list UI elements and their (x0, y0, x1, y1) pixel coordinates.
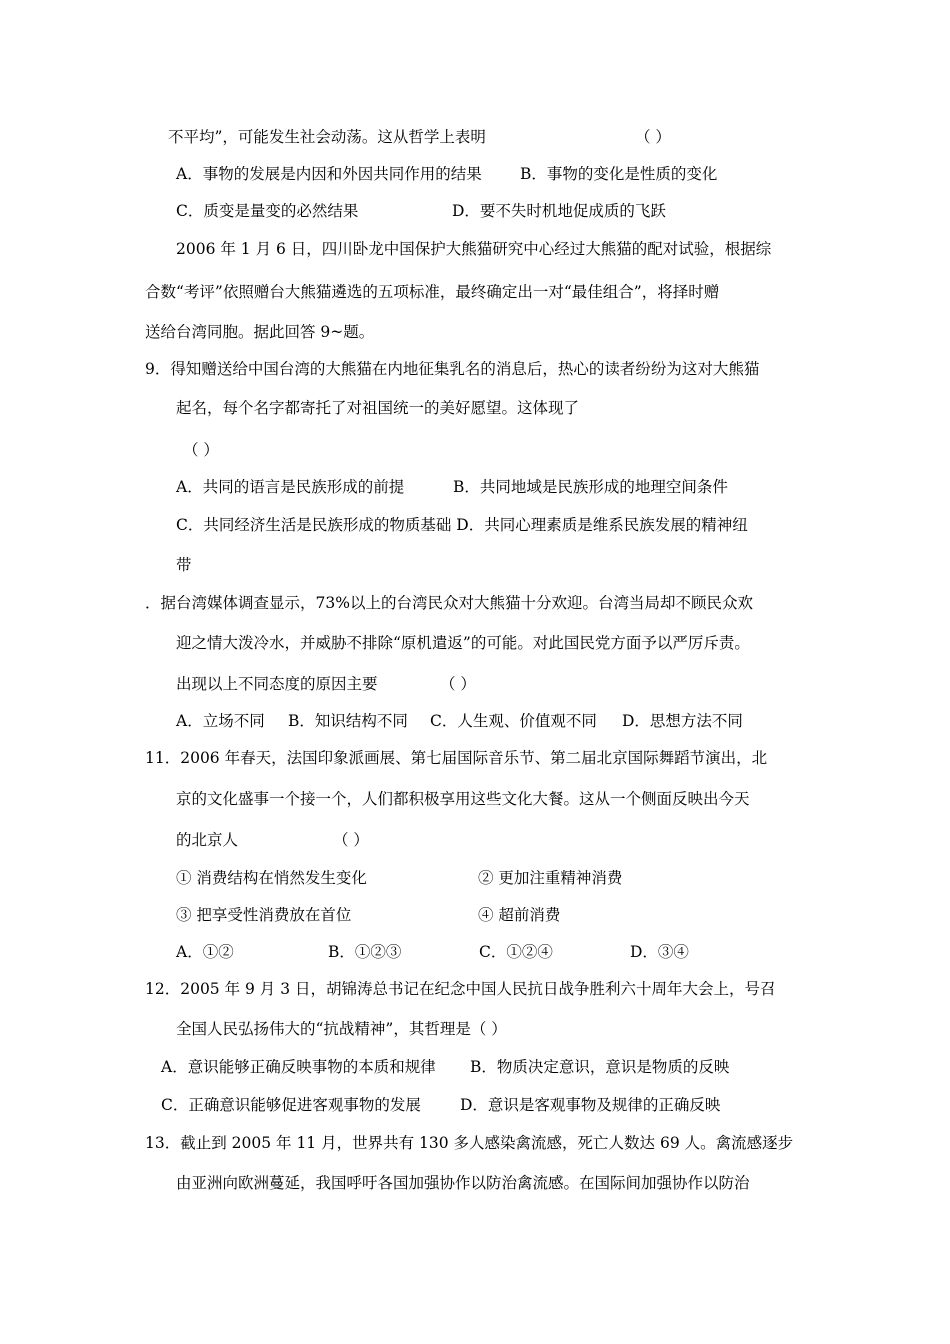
q12-option-c: C．正确意识能够促进客观事物的发展 (161, 1096, 421, 1114)
prev-question-stem (168, 127, 486, 147)
q12-stem-line-2: 全国人民弘扬伟大的“抗战精神”，其哲理是（ ） (176, 1020, 507, 1038)
q10-option-b: B．知识结构不同 (288, 712, 408, 730)
q11-answer-bracket: （ ） (333, 831, 369, 849)
q11-option-b: B．①②③ (328, 943, 402, 961)
q10-stem-line-2: 迎之情大泼冷水，并威胁不排除“原机遣返”的可能。对此国民党方面予以严厉斥责。 (176, 634, 750, 652)
q13-stem-line-1: 13．截止到 2005 年 11 月，世界共有 130 多人感染禽流感，死亡人数达 69 人。禽流感逐步 (145, 1134, 794, 1152)
prev-option-b: B．事物的变化是性质的变化 (520, 165, 718, 183)
q10-option-c: C．人生观、价值观不同 (430, 712, 597, 730)
q12-option-d: D．意识是客观事物及规律的正确反映 (460, 1096, 721, 1114)
q11-option-c: C．①②④ (479, 943, 553, 961)
q11-stem-line-2: 京的文化盛事一个接一个，人们都积极享用这些文化大餐。这从一个侧面反映出今天 (176, 790, 750, 808)
q11-item-2: ② 更加注重精神消费 (478, 869, 623, 887)
q11-item-4: ④ 超前消费 (478, 906, 561, 924)
q9-stem-line-2: 起名，每个名字都寄托了对祖国统一的美好愿望。这体现了 (176, 399, 580, 417)
material-line-2: 合数“考评”依照赠台大熊猫遴选的五项标准，最终确定出一对“最佳组合”，将择时赠 (145, 283, 720, 301)
prev-option-a: A．事物的发展是内因和外因共同作用的结果 (176, 165, 482, 183)
q9-option-b: B．共同地域是民族形成的地理空间条件 (453, 478, 728, 496)
q10-stem-line-3: 出现以上不同态度的原因主要 (176, 675, 378, 693)
material-line-3: 送给台湾同胞。据此回答 9~题。 (145, 323, 375, 341)
prev-question-answer-bracket: （ ） (635, 128, 671, 146)
q9-option-cd-line-1: C．共同经济生活是民族形成的物质基础 D．共同心理素质是维系民族发展的精神纽 (176, 516, 748, 534)
q11-item-3: ③ 把享受性消费放在首位 (176, 906, 352, 924)
material-line-1: 2006 年 1 月 6 日，四川卧龙中国保护大熊猫研究中心经过大熊猫的配对试验，根据综 (176, 240, 772, 258)
prev-question-text: 不平均”，可能发生社会动荡。这从哲学上表明 (168, 128, 486, 146)
q12-option-a: A．意识能够正确反映事物的本质和规律 (161, 1058, 436, 1076)
q11-option-d: D．③④ (630, 943, 689, 961)
q12-stem-line-1: 12．2005 年 9 月 3 日，胡锦涛总书记在纪念中国人民抗日战争胜利六十周年大会上，号召 (145, 980, 776, 998)
prev-option-c: C．质变是量变的必然结果 (176, 202, 359, 220)
q10-answer-bracket: （ ） (440, 675, 476, 693)
q10-option-d: D．思想方法不同 (622, 712, 743, 730)
q12-option-b: B．物质决定意识，意识是物质的反映 (470, 1058, 730, 1076)
q10-option-a: A．立场不同 (176, 712, 265, 730)
q9-stem-line-1: 9．得知赠送给中国台湾的大熊猫在内地征集乳名的消息后，热心的读者纷纷为这对大熊猫 (145, 360, 760, 378)
q11-stem-line-3: 的北京人 (176, 831, 239, 849)
prev-option-d: D．要不失时机地促成质的飞跃 (452, 202, 666, 220)
q13-stem-line-2: 由亚洲向欧洲蔓延，我国呼吁各国加强协作以防治禽流感。在国际间加强协作以防治 (176, 1174, 750, 1192)
q10-stem-line-1: ．据台湾媒体调查显示，73%以上的台湾民众对大熊猫十分欢迎。台湾当局却不顾民众欢 (145, 594, 753, 612)
q11-stem-line-1: 11．2006 年春天，法国印象派画展、第七届国际音乐节、第二届北京国际舞蹈节演出，北 (145, 749, 768, 767)
q11-item-1: ① 消费结构在悄然发生变化 (176, 869, 367, 887)
q9-answer-bracket: （ ） (183, 441, 219, 459)
q11-option-a: A．①② (176, 943, 234, 961)
q9-option-cd-line-2: 带 (176, 556, 192, 574)
q9-option-a: A．共同的语言是民族形成的前提 (176, 478, 405, 496)
